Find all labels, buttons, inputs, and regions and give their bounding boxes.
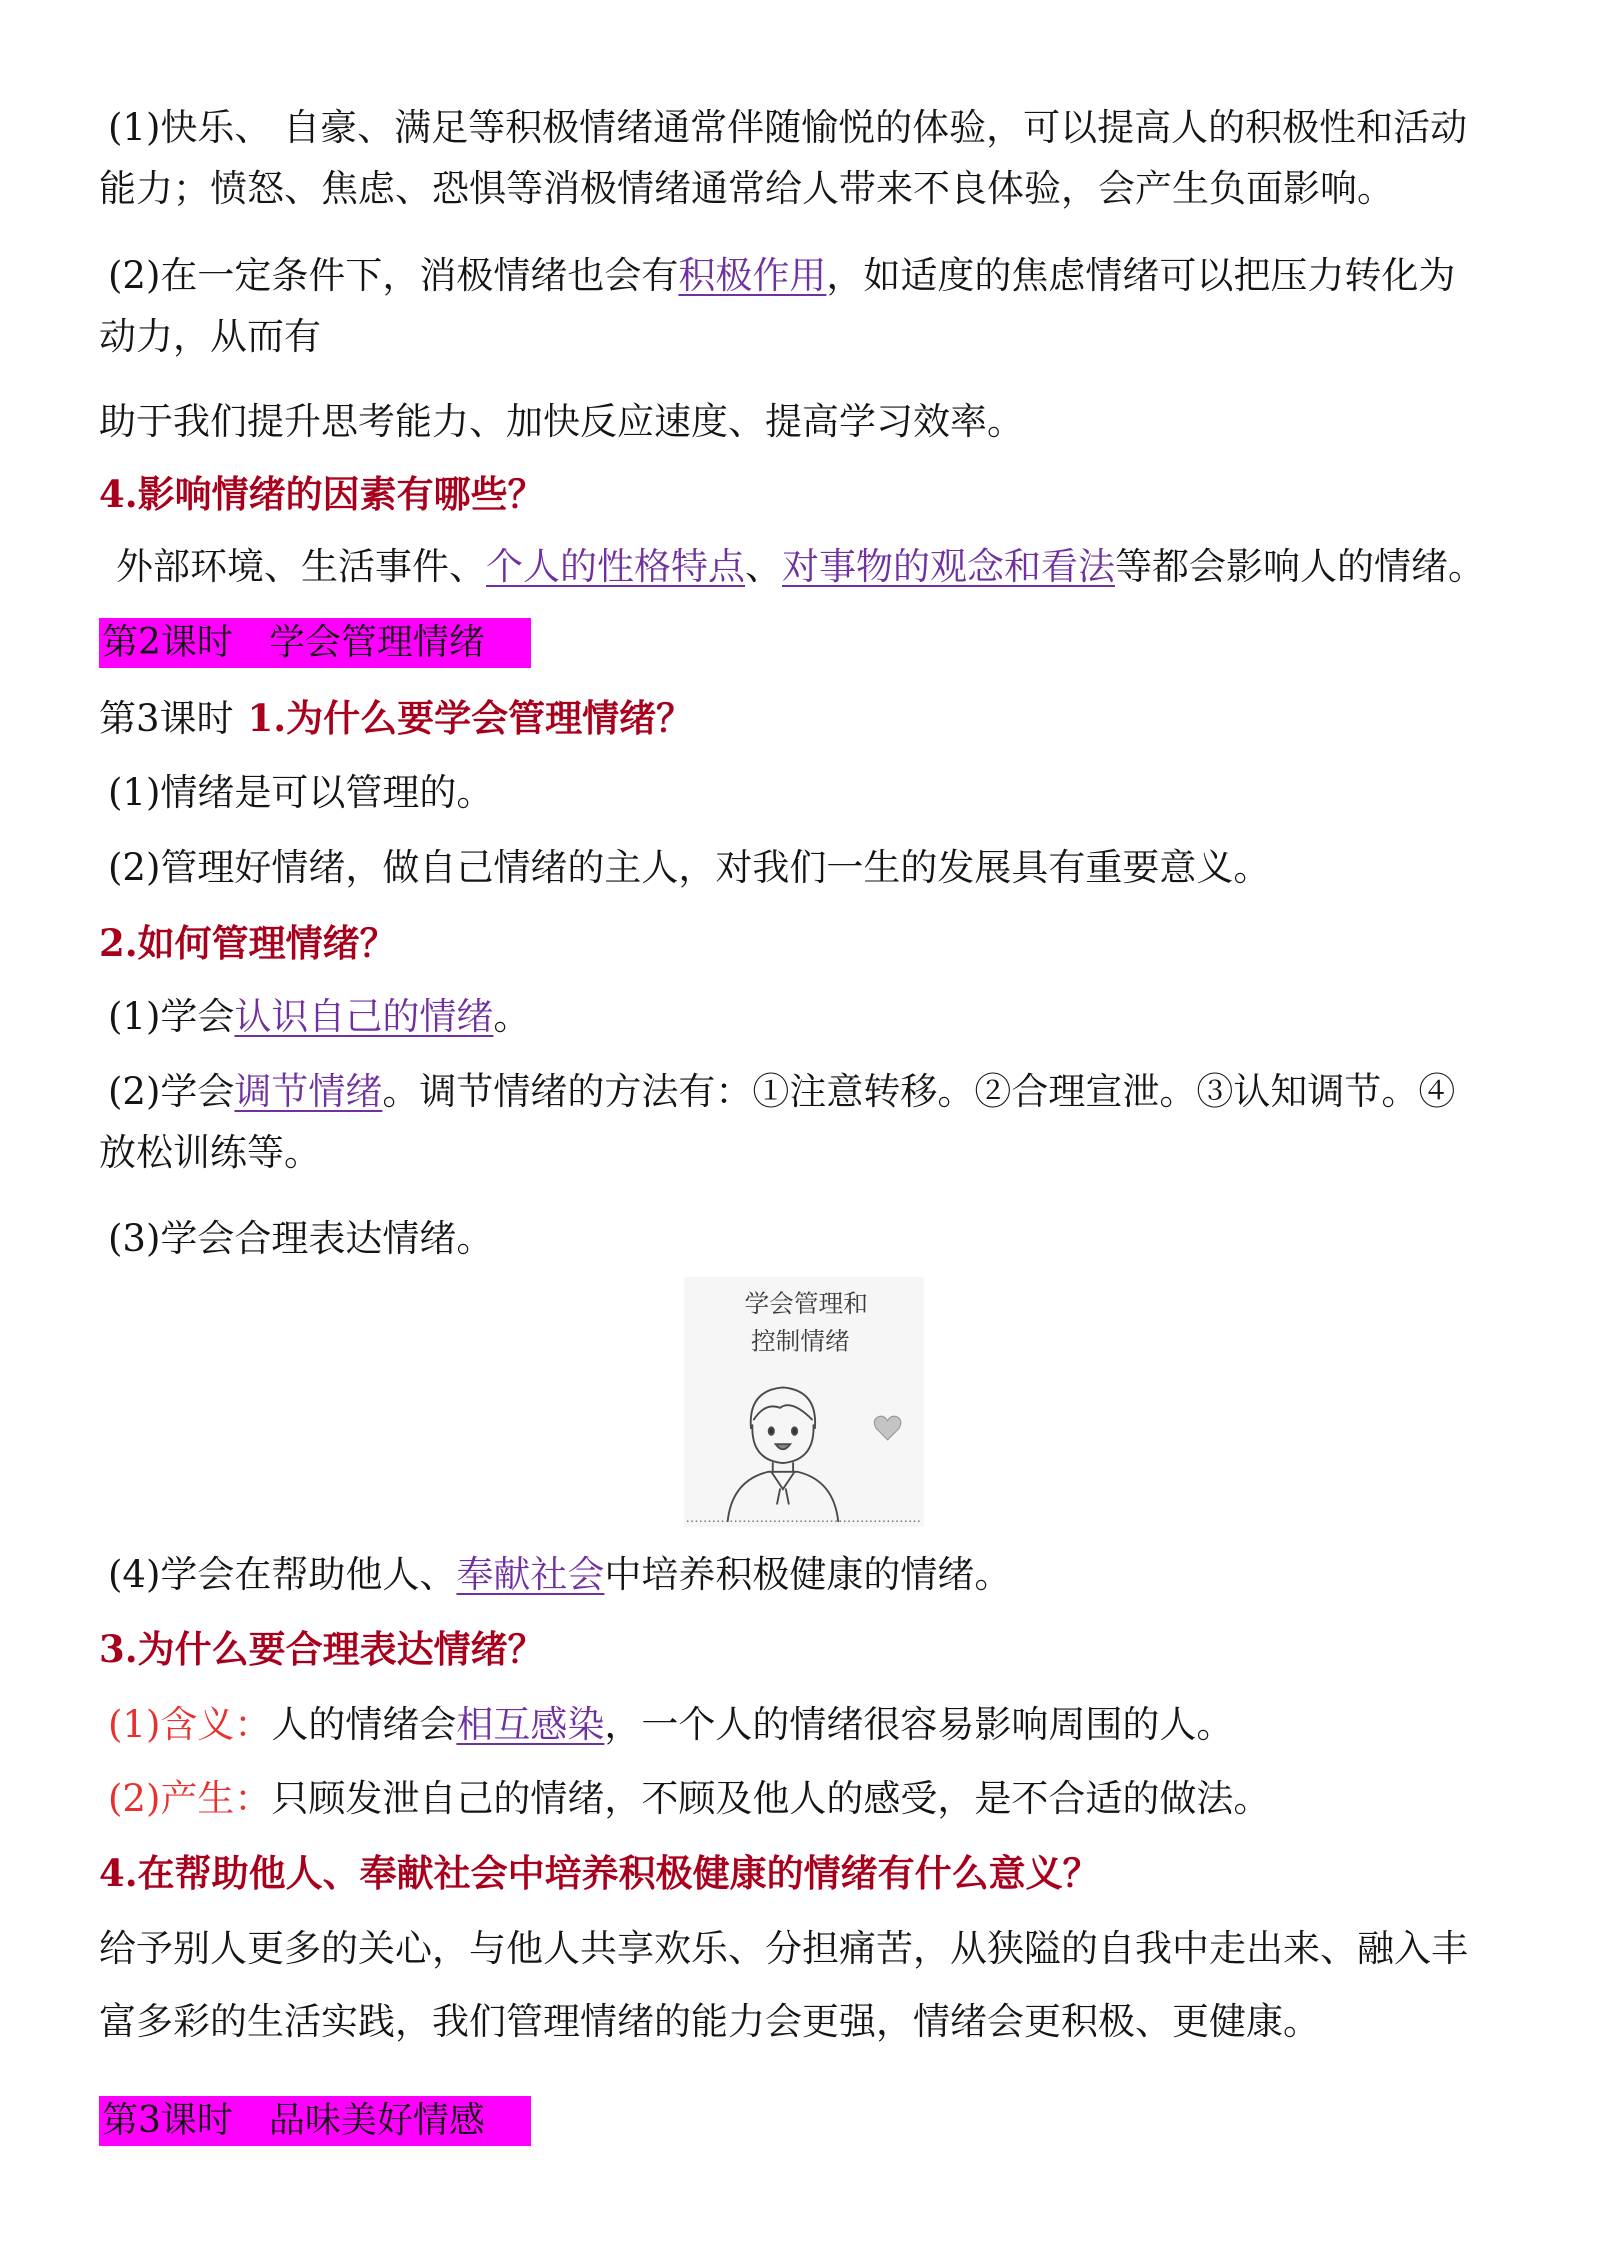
right-eye: [792, 1427, 797, 1435]
how-manage-item4: [108, 1549, 1011, 1601]
left-eye: [769, 1427, 774, 1435]
illustration-caption-line1: 学会管理和: [744, 1288, 868, 1318]
key-term-views: 对事物的观念和看法: [782, 545, 1115, 588]
why-manage-item2: (2)管理好情绪，做自己情绪的主人，对我们一生的发展具有重要意义。: [108, 846, 1271, 889]
how-manage-item3: (3)学会合理表达情绪。: [108, 1217, 494, 1260]
why-express-item2: [108, 1773, 1270, 1825]
key-term-positive-effect: 积极作用: [678, 254, 827, 297]
effects-item1-line2: 能力；愤怒、焦虑、恐惧等消极情绪通常给人带来不良体验，会产生负面影响。: [99, 167, 1394, 210]
why-express-item1: [108, 1699, 1233, 1751]
why-express-heading: 3.为什么要合理表达情绪？: [99, 1627, 545, 1671]
effects-item2-line2: 动力，从而有: [99, 315, 321, 358]
origin-label: (2)产生：: [108, 1777, 272, 1820]
why-manage-heading: 1.为什么要学会管理情绪？: [247, 696, 694, 740]
how-manage-item2: [108, 1066, 1455, 1118]
how-manage-heading: 2.如何管理情绪？: [99, 921, 397, 965]
why-express-item1-prefix: 人的情绪会: [271, 1703, 457, 1746]
effects-item2-prefix: (2)在一定条件下，消极情绪也会有: [108, 254, 679, 297]
meaning-line1: 给予别人更多的关心，与他人共享欢乐、分担痛苦，从狭隘的自我中走出来、融入丰: [99, 1927, 1468, 1970]
meaning-label: (1)含义：: [108, 1703, 272, 1746]
how-item1-suffix: 。: [493, 995, 531, 1038]
key-term-serve-society: 奉献社会: [456, 1553, 605, 1596]
meaning-line2: 富多彩的生活实践，我们管理情绪的能力会更强，情绪会更积极、更健康。: [99, 2000, 1320, 2043]
effects-item1-line1: (1)快乐、 自豪、满足等积极情绪通常伴随愉悦的体验，可以提高人的积极性和活动: [108, 106, 1468, 149]
how-item4-suffix: 中培养积极健康的情绪。: [604, 1553, 1012, 1596]
factors-separator: 、: [745, 545, 782, 588]
effects-item2-suffix: ，如适度的焦虑情绪可以把压力转化为: [826, 254, 1456, 297]
how-manage-item1: [108, 991, 530, 1043]
factors-heading: 4.影响情绪的因素有哪些？: [99, 472, 545, 516]
effects-item2-line3: 助于我们提升思考能力、加快反应速度、提高学习效率。: [99, 400, 1024, 443]
lesson2-banner: 第2课时 学会管理情绪: [99, 618, 531, 668]
why-express-item1-suffix: ，一个人的情绪很容易影响周围的人。: [604, 1703, 1234, 1746]
how-manage-item2-line2: 放松训练等。: [99, 1131, 321, 1174]
key-term-personality: 个人的性格特点: [486, 545, 745, 588]
why-manage-row: [99, 692, 693, 744]
key-term-regulate-emotions: 调节情绪: [234, 1070, 383, 1113]
key-term-mutual-infection: 相互感染: [456, 1703, 605, 1746]
how-item2-prefix: (2)学会: [108, 1070, 235, 1113]
factors-prefix: 外部环境、生活事件、: [116, 545, 486, 588]
effects-item2-line1: [108, 250, 1455, 302]
factors-suffix: 等都会影响人的情绪。: [1115, 545, 1485, 588]
meaning-heading: 4.在帮助他人、奉献社会中培养积极健康的情绪有什么意义？: [99, 1851, 1100, 1895]
why-express-item2-text: 只顾发泄自己的情绪，不顾及他人的感受，是不合适的做法。: [271, 1777, 1271, 1820]
why-manage-item1: (1)情绪是可以管理的。: [108, 771, 494, 814]
lesson3-banner: 第3课时 品味美好情感: [99, 2096, 531, 2146]
factors-text: [116, 541, 1485, 593]
illustration-caption-line2: 控制情绪: [750, 1326, 850, 1356]
how-item2-suffix: 。调节情绪的方法有：①注意转移。②合理宣泄。③认知调节。④: [382, 1070, 1456, 1113]
how-item4-prefix: (4)学会在帮助他人、: [108, 1553, 457, 1596]
lesson-label: 第3课时: [99, 697, 234, 740]
key-term-know-emotions: 认识自己的情绪: [234, 995, 494, 1038]
how-item1-prefix: (1)学会: [108, 995, 235, 1038]
illustration-manage-emotions: [684, 1277, 924, 1527]
